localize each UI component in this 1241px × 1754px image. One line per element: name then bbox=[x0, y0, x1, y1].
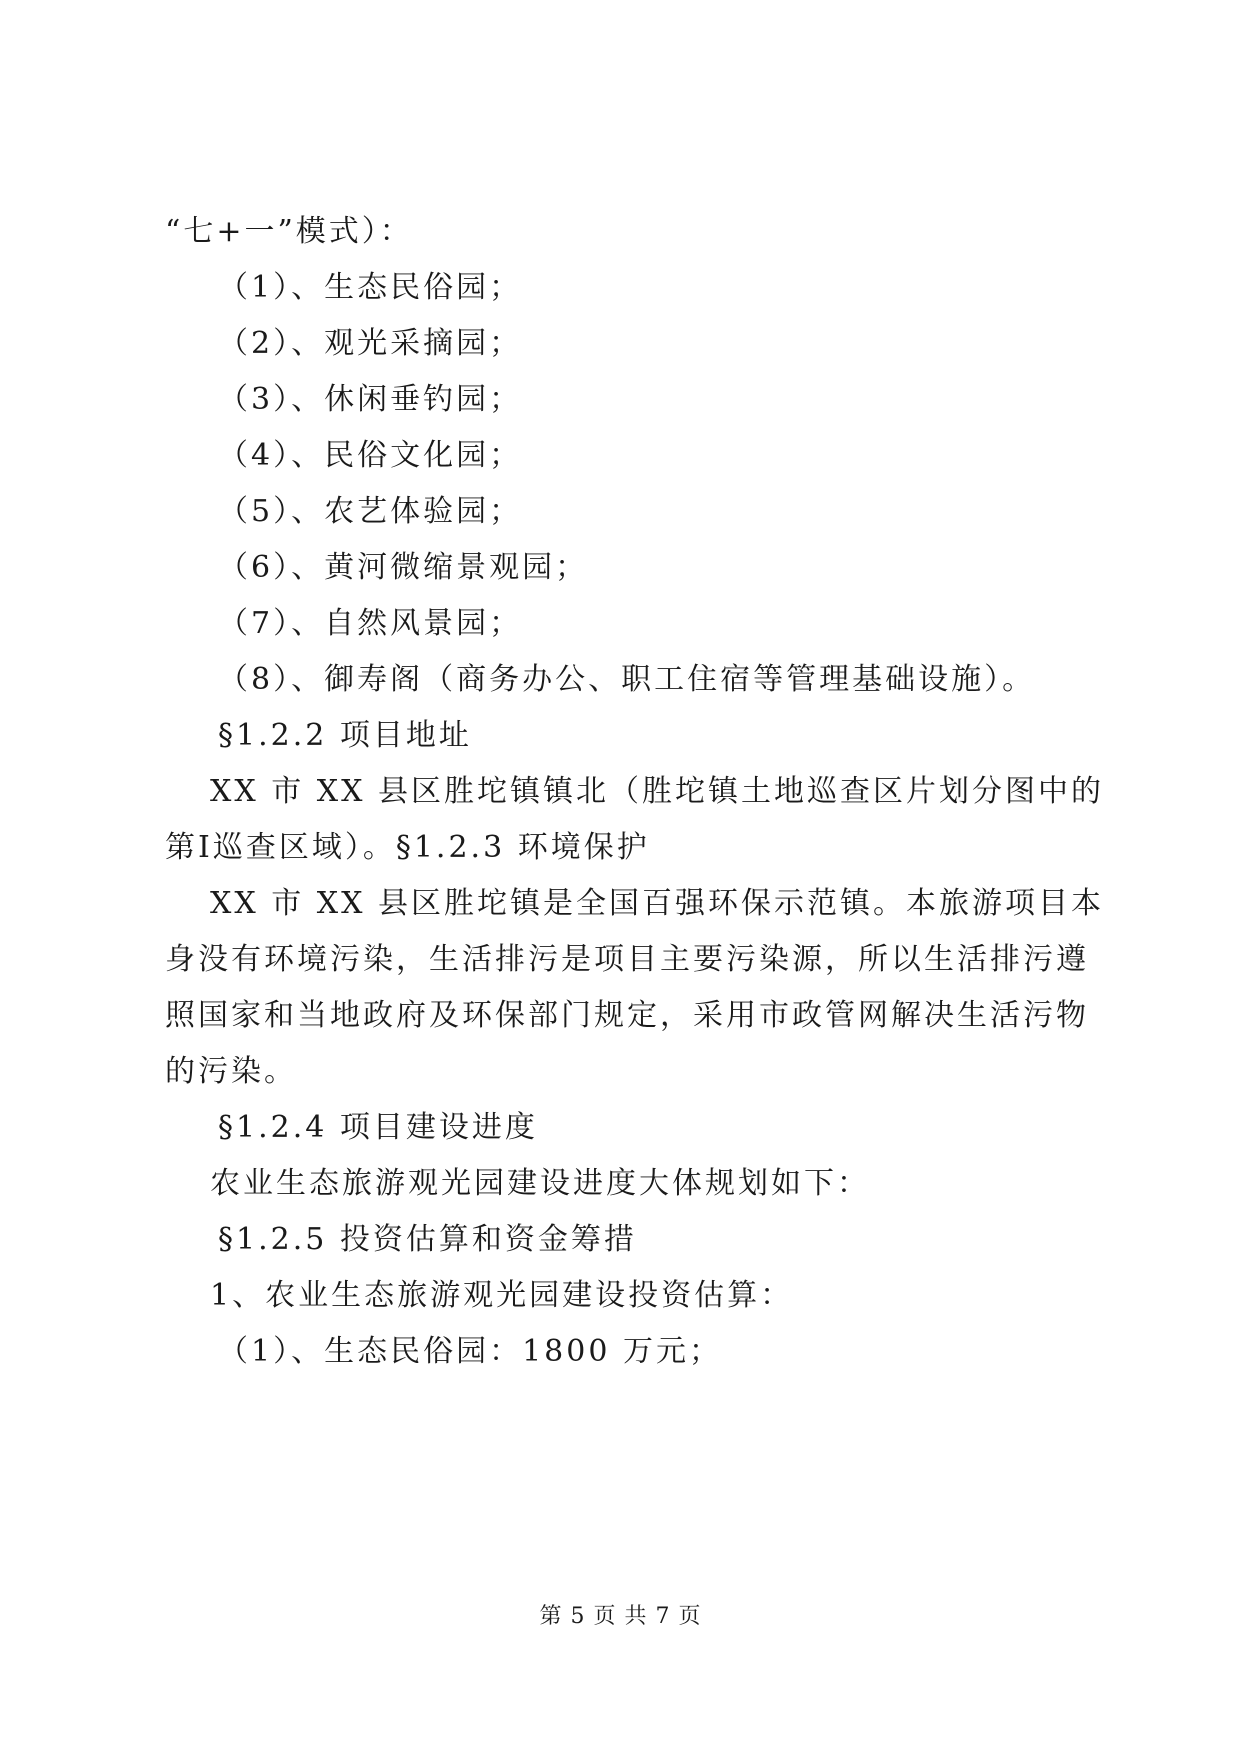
list-item: （3）、休闲垂钓园； bbox=[218, 382, 523, 417]
paragraph-line: 的污染。 bbox=[165, 1054, 297, 1089]
paragraph-line: 农业生态旅游观光园建设进度大体规划如下： bbox=[210, 1166, 870, 1201]
section-heading: §1.2.5 投资估算和资金筹措 bbox=[218, 1222, 637, 1257]
list-item: （2）、观光采摘园； bbox=[218, 326, 523, 361]
page-number: 第 5 页 共 7 页 bbox=[539, 1604, 702, 1629]
paragraph-line: XX 市 XX 县区胜坨镇镇北（胜坨镇土地巡查区片划分图中的 bbox=[210, 774, 1105, 809]
list-item: （7）、自然风景园； bbox=[218, 606, 523, 641]
list-item: （4）、民俗文化园； bbox=[218, 438, 523, 473]
list-item: （1）、生态民俗园：1800 万元； bbox=[218, 1334, 722, 1369]
list-item: （6）、黄河微缩景观园； bbox=[218, 550, 589, 585]
paragraph-line: 身没有环境污染，生活排污是项目主要污染源，所以生活排污遵 bbox=[165, 942, 1089, 977]
paragraph-line: 照国家和当地政府及环保部门规定，采用市政管网解决生活污物 bbox=[165, 998, 1089, 1033]
section-heading: §1.2.2 项目地址 bbox=[218, 718, 472, 753]
list-item: （8）、御寿阁（商务办公、职工住宿等管理基础设施）。 bbox=[218, 662, 1036, 697]
list-item: （5）、农艺体验园； bbox=[218, 494, 523, 529]
text-line: “七+一”模式）： bbox=[165, 214, 413, 249]
paragraph-line: 1、农业生态旅游观光园建设投资估算： bbox=[210, 1278, 794, 1313]
section-heading: §1.2.4 项目建设进度 bbox=[218, 1110, 538, 1145]
paragraph-line: 第Ⅰ巡查区域）。§1.2.3 环境保护 bbox=[165, 830, 650, 865]
paragraph-line: XX 市 XX 县区胜坨镇是全国百强环保示范镇。本旅游项目本 bbox=[210, 886, 1105, 921]
list-item: （1）、生态民俗园； bbox=[218, 270, 523, 305]
